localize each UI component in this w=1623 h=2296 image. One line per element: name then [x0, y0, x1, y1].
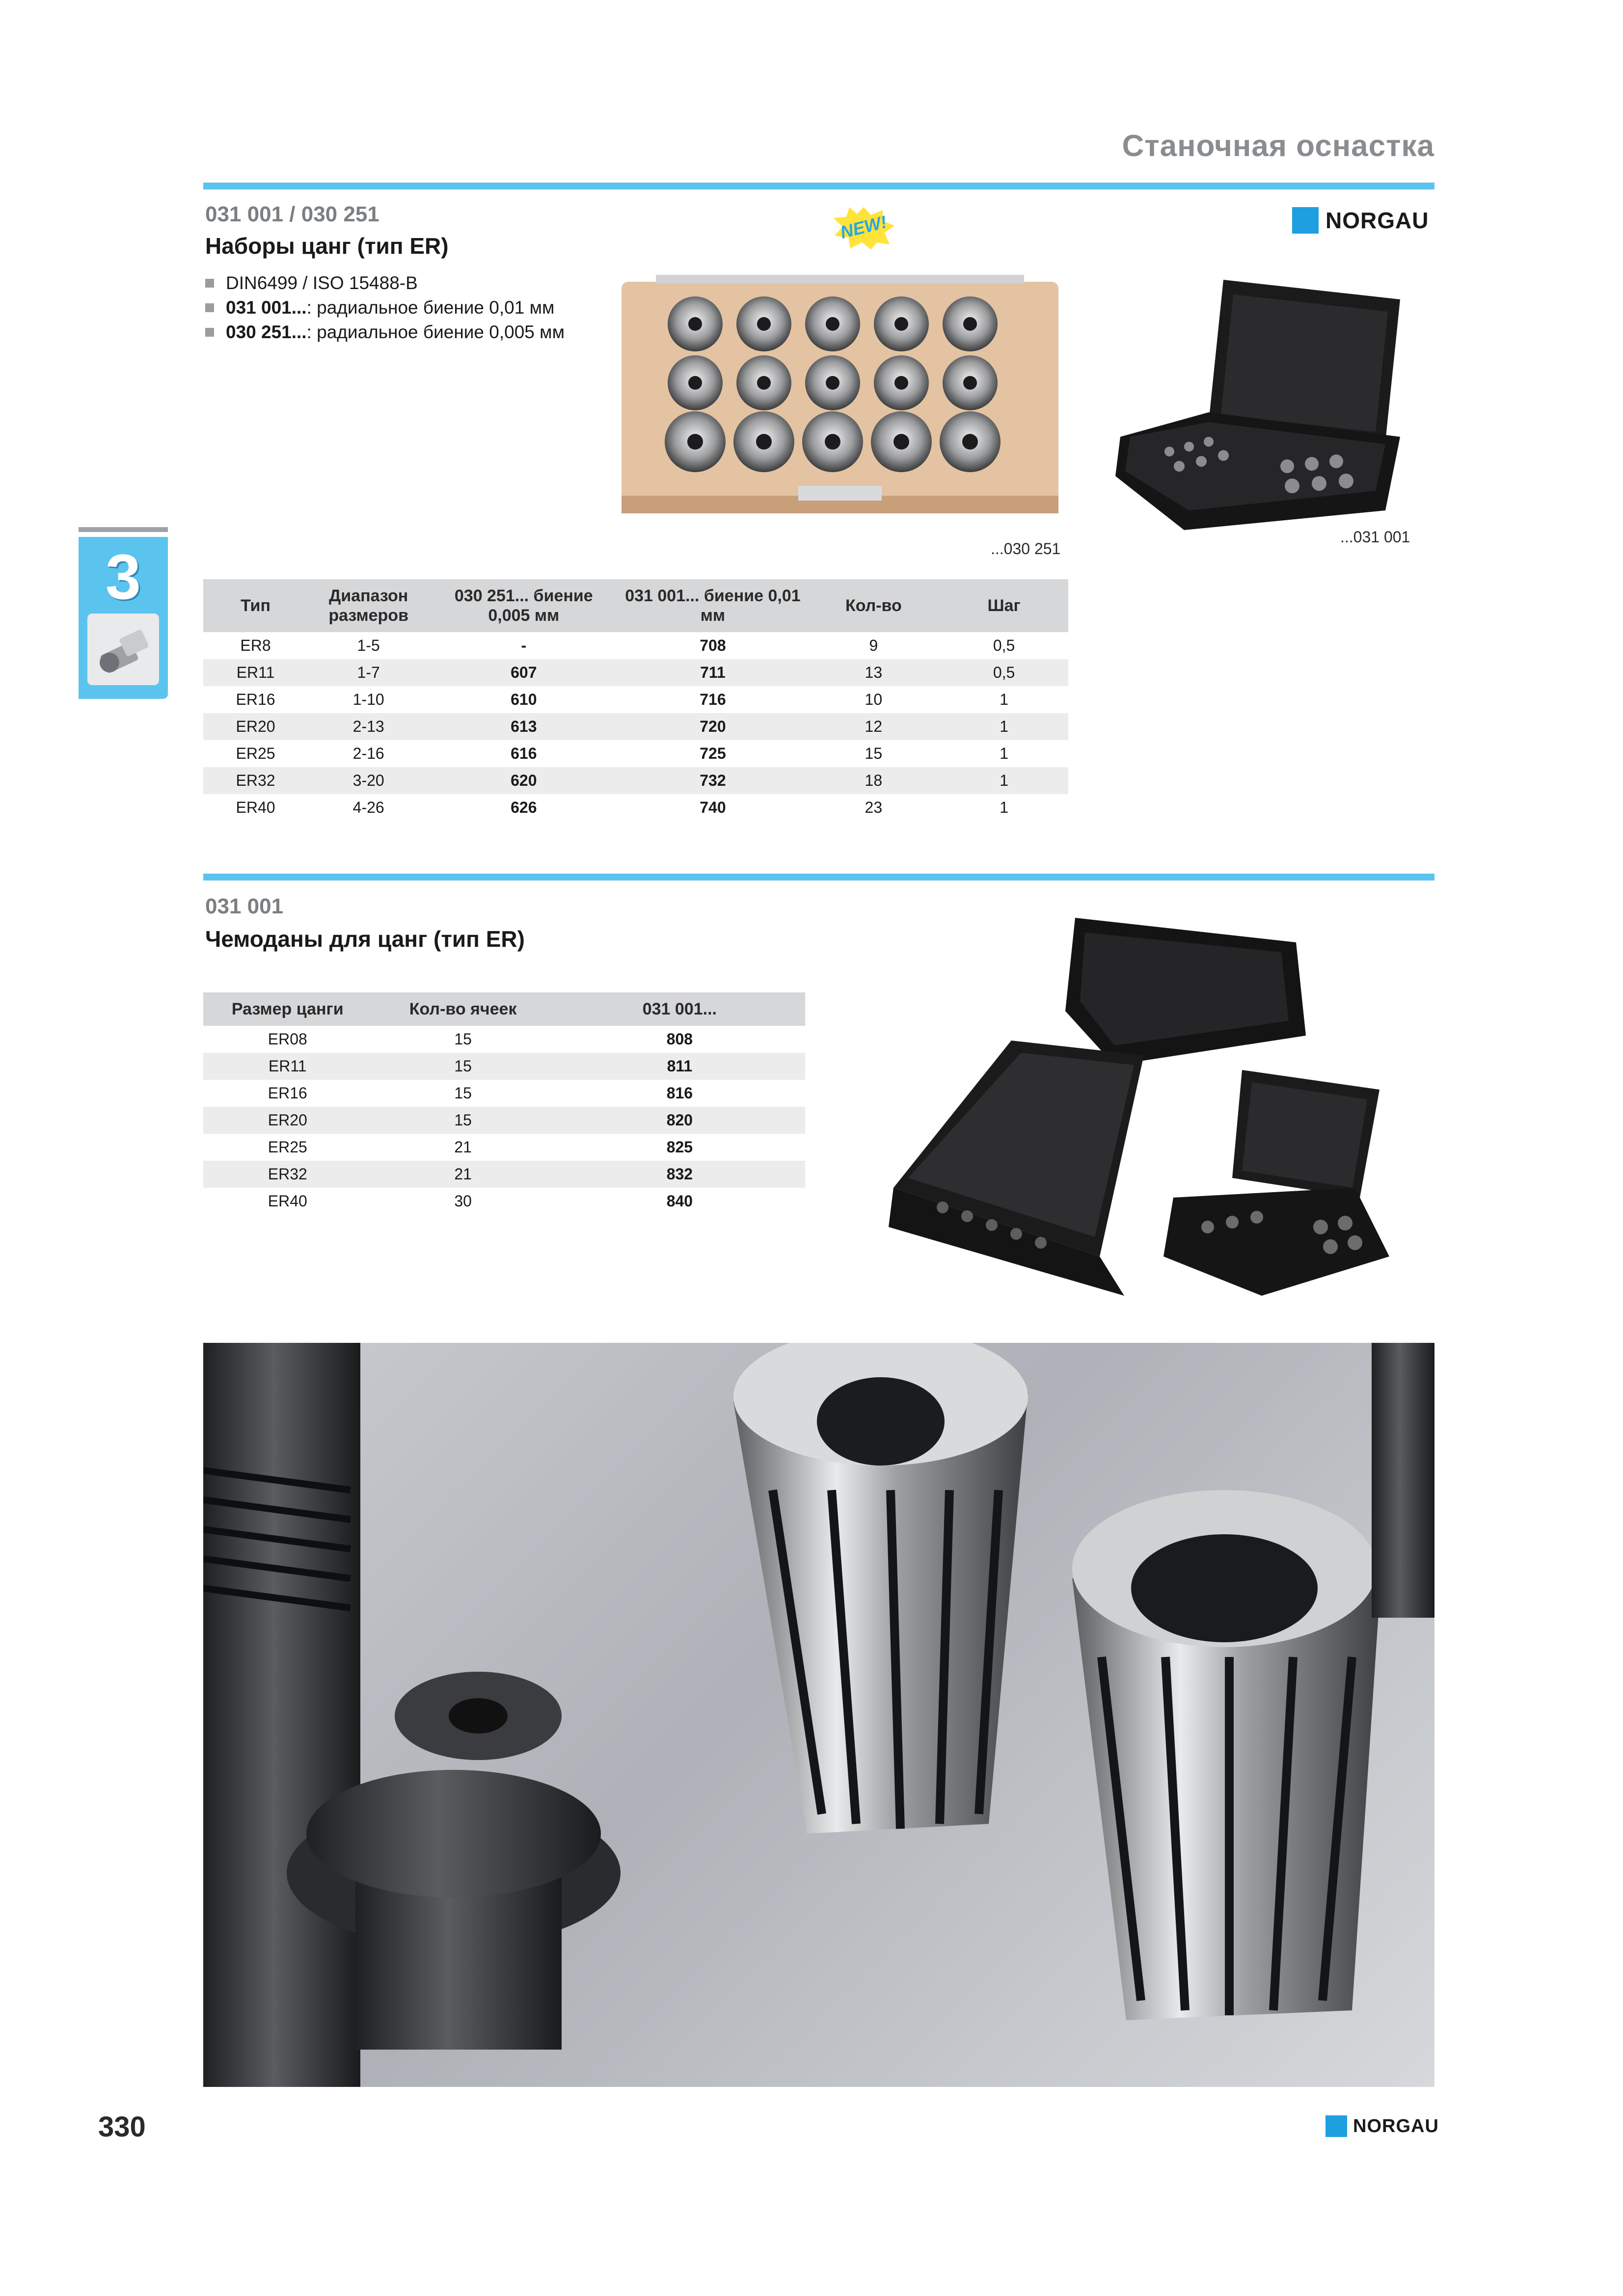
- brand-logo: NORGAU: [1292, 207, 1429, 234]
- table-row: ER40 4-26 626 740 23 1: [236, 799, 1008, 816]
- col-header-type: Тип: [203, 579, 308, 632]
- spec-list: [205, 271, 565, 345]
- collet-cases-photo: [889, 913, 1409, 1296]
- table-row: ER25 21 825: [268, 1138, 693, 1156]
- table-row: ER8 1-5 - 708 9 0,5: [240, 637, 1015, 654]
- section1-sku: 031 001 / 030 251: [205, 202, 379, 226]
- col-header-030251: 030 251... биение 0,005 мм: [429, 579, 618, 632]
- chapter-number: 3: [105, 541, 141, 613]
- col-header-step: Шаг: [940, 579, 1068, 632]
- section2-rule: [203, 874, 1434, 881]
- table-header-row: [203, 579, 1068, 632]
- table-row: ER32 21 832: [203, 1161, 805, 1188]
- header-rule: [203, 183, 1434, 189]
- col-header-size: Размер цанги: [203, 992, 372, 1026]
- collets-closeup-photo: [203, 1343, 1434, 2087]
- section1-title: Наборы цанг (тип ER): [205, 233, 449, 259]
- bullet-square-icon: [205, 279, 214, 288]
- bullet-square-icon: [205, 303, 214, 312]
- table-row: ER32 3-20 620 732 18 1: [203, 767, 1068, 794]
- tool-holder-icon: [87, 614, 159, 685]
- caption-case: ...031 001: [1340, 528, 1410, 546]
- table-row: ER16 15 816: [268, 1084, 693, 1102]
- col-header-qty: Кол-во: [808, 579, 940, 632]
- table-row: ER40 30 840: [268, 1192, 693, 1210]
- table-row: ER20 2-13 613 720 12 1: [203, 713, 1068, 740]
- table-row: ER25 2-16 616 725 15 1: [236, 745, 1008, 762]
- spec-item: 031 001... : радиальное биение 0,01 мм: [205, 295, 565, 320]
- collet-case-open-photo: [1110, 275, 1405, 530]
- col-header-031001: 031 001...: [554, 992, 805, 1026]
- section2-title: Чемоданы для цанг (тип ER): [205, 926, 525, 952]
- table-row: ER20 15 820: [203, 1107, 805, 1134]
- col-header-range: Диапазон размеров: [308, 579, 429, 632]
- new-badge: NEW!: [832, 206, 895, 250]
- spec-item: DIN6499 / ISO 15488-B: [205, 271, 565, 295]
- table-row: ER16 1-10 610 716 10 1: [236, 691, 1008, 708]
- table-row: ER11 15 811: [203, 1053, 805, 1080]
- spec-item: 030 251... : радиальное биение 0,005 мм: [205, 320, 565, 345]
- col-header-031001: 031 001... биение 0,01 мм: [618, 579, 807, 632]
- caption-wooden-box: ...030 251: [991, 540, 1061, 558]
- bullet-square-icon: [205, 328, 214, 337]
- collet-case-table: [203, 992, 805, 1215]
- section-header-title: Станочная оснастка: [1122, 129, 1434, 163]
- col-header-cells: Кол-во ячеек: [372, 992, 554, 1026]
- table-row: ER11 1-7 607 711 13 0,5: [203, 659, 1068, 686]
- footer-brand-logo: NORGAU: [1325, 2115, 1439, 2137]
- chapter-tab-bar: [79, 527, 168, 532]
- table-row: ER08 15 808: [268, 1030, 693, 1048]
- collet-set-wooden-box-photo: [622, 275, 1058, 513]
- brand-square-icon: [1292, 207, 1319, 234]
- table-header-row: [203, 992, 805, 1026]
- brand-square-icon: [1325, 2115, 1347, 2137]
- page-number: 330: [98, 2111, 146, 2143]
- section2-sku: 031 001: [205, 894, 284, 918]
- collet-set-table: [203, 579, 1068, 821]
